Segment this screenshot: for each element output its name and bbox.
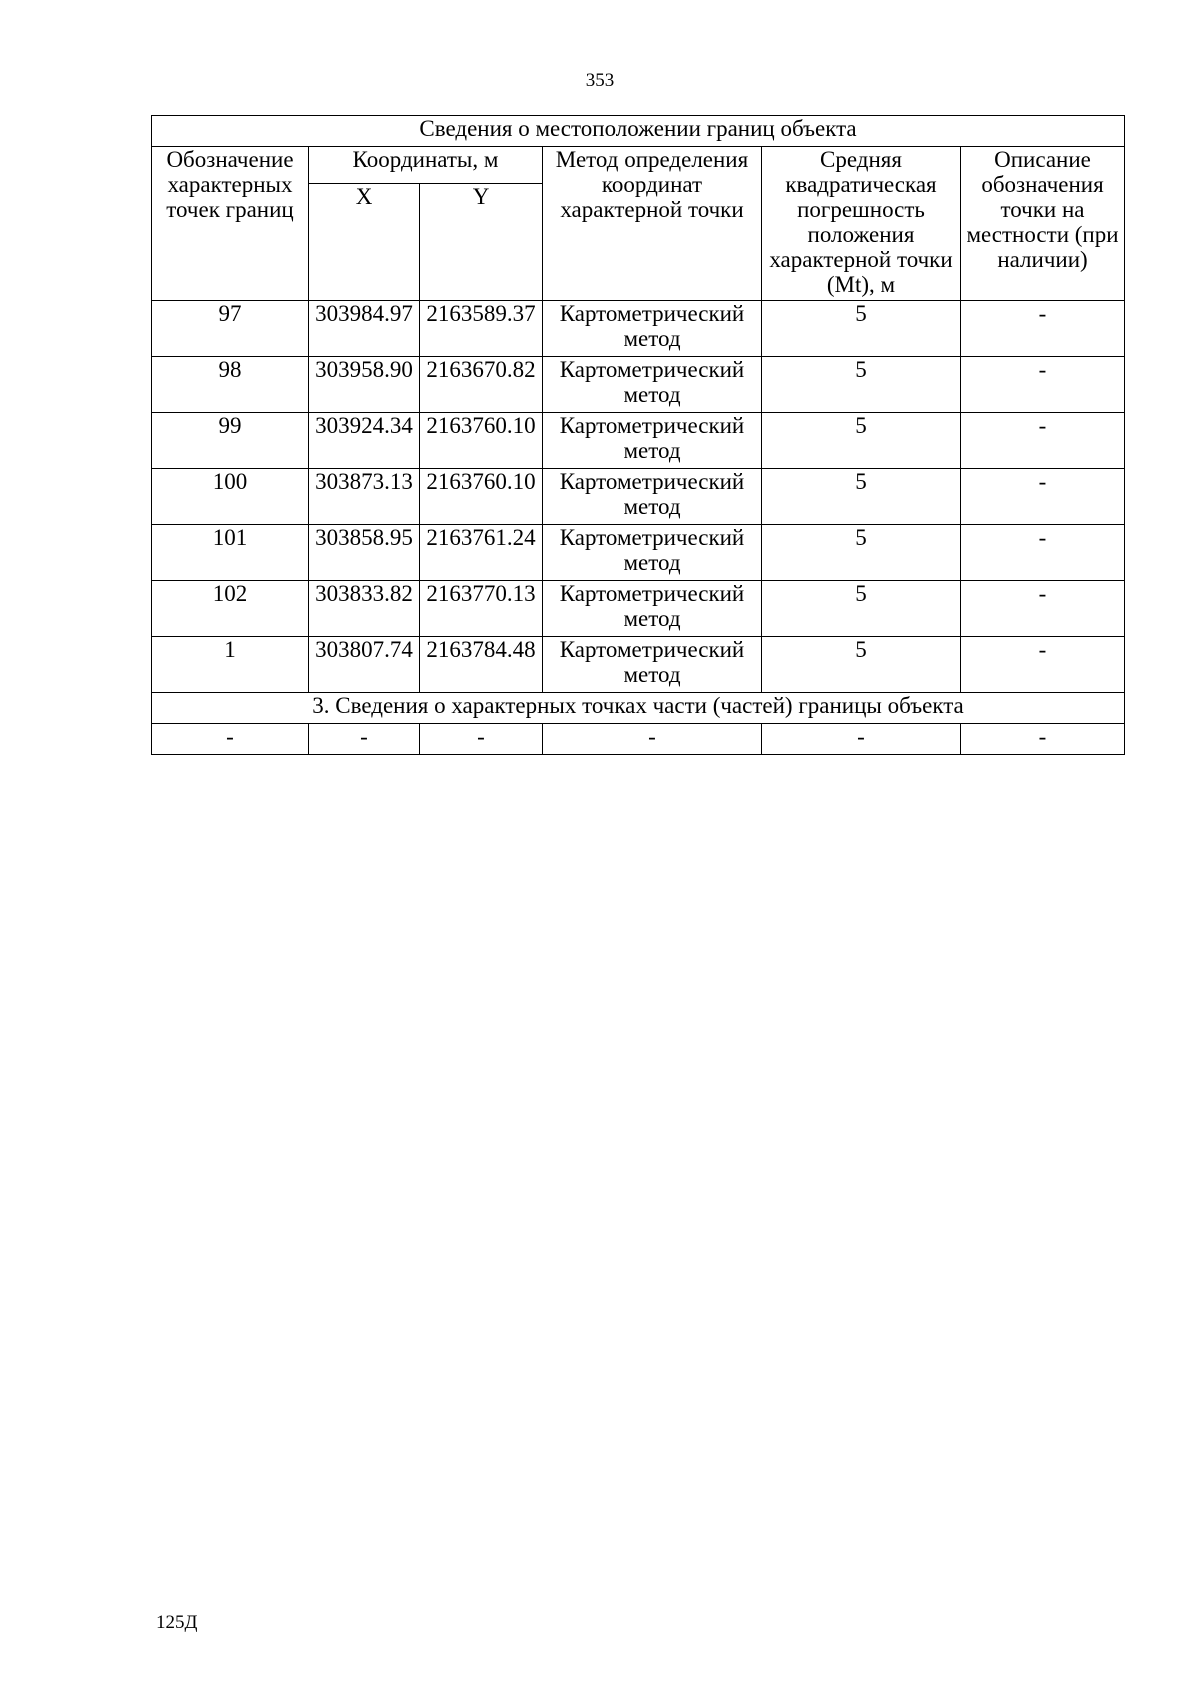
header-x: X — [309, 184, 420, 301]
cell-method: Картометрический метод — [543, 413, 762, 469]
header-coordinates: Координаты, м — [309, 147, 543, 184]
cell-y: 2163589.37 — [420, 301, 543, 357]
boundary-coordinates-table — [151, 115, 1125, 755]
table-row — [152, 637, 1125, 693]
table-row — [152, 357, 1125, 413]
footer-code: 125Д — [156, 1612, 198, 1633]
cell-empty: - — [152, 724, 309, 755]
cell-x: 303833.82 — [309, 581, 420, 637]
cell-method: Картометрический метод — [543, 357, 762, 413]
cell-description: - — [961, 413, 1125, 469]
cell-point: 102 — [152, 581, 309, 637]
table-row — [152, 581, 1125, 637]
cell-description: - — [961, 581, 1125, 637]
cell-point: 1 — [152, 637, 309, 693]
cell-empty: - — [961, 724, 1125, 755]
cell-y: 2163784.48 — [420, 637, 543, 693]
cell-point: 101 — [152, 525, 309, 581]
cell-error: 5 — [762, 301, 961, 357]
cell-error: 5 — [762, 525, 961, 581]
cell-x: 303924.34 — [309, 413, 420, 469]
cell-method: Картометрический метод — [543, 525, 762, 581]
table-row — [152, 525, 1125, 581]
cell-x: 303984.97 — [309, 301, 420, 357]
header-point: Обозначение характерных точек границ — [152, 147, 309, 301]
cell-point: 98 — [152, 357, 309, 413]
cell-method: Картометрический метод — [543, 637, 762, 693]
cell-method: Картометрический метод — [543, 581, 762, 637]
cell-error: 5 — [762, 413, 961, 469]
table-row — [152, 301, 1125, 357]
cell-error: 5 — [762, 357, 961, 413]
cell-empty: - — [762, 724, 961, 755]
cell-description: - — [961, 301, 1125, 357]
cell-x: 303858.95 — [309, 525, 420, 581]
cell-empty: - — [543, 724, 762, 755]
cell-x: 303873.13 — [309, 469, 420, 525]
cell-point: 99 — [152, 413, 309, 469]
header-description: Описание обозначения точки на местности (при наличии) — [961, 147, 1125, 301]
cell-error: 5 — [762, 469, 961, 525]
cell-description: - — [961, 637, 1125, 693]
cell-empty: - — [420, 724, 543, 755]
header-y: Y — [420, 184, 543, 301]
cell-empty: - — [309, 724, 420, 755]
cell-point: 97 — [152, 301, 309, 357]
cell-point: 100 — [152, 469, 309, 525]
table-row — [152, 413, 1125, 469]
page-number: 353 — [585, 70, 615, 91]
table-row — [152, 469, 1125, 525]
cell-method: Картометрический метод — [543, 301, 762, 357]
cell-x: 303807.74 — [309, 637, 420, 693]
table-title: Сведения о местоположении границ объекта — [152, 116, 1125, 147]
cell-error: 5 — [762, 581, 961, 637]
cell-error: 5 — [762, 637, 961, 693]
section-3-title: 3. Сведения о характерных точках части (частей) границы объекта — [152, 693, 1125, 724]
cell-y: 2163760.10 — [420, 413, 543, 469]
cell-description: - — [961, 469, 1125, 525]
cell-description: - — [961, 357, 1125, 413]
table-row — [152, 724, 1125, 755]
cell-y: 2163670.82 — [420, 357, 543, 413]
cell-x: 303958.90 — [309, 357, 420, 413]
cell-y: 2163761.24 — [420, 525, 543, 581]
cell-description: - — [961, 525, 1125, 581]
cell-y: 2163760.10 — [420, 469, 543, 525]
header-method: Метод определения координат характерной точки — [543, 147, 762, 301]
header-error: Средняя квадратическая погрешность положения характерной точки (Mt), м — [762, 147, 961, 301]
cell-method: Картометрический метод — [543, 469, 762, 525]
cell-y: 2163770.13 — [420, 581, 543, 637]
